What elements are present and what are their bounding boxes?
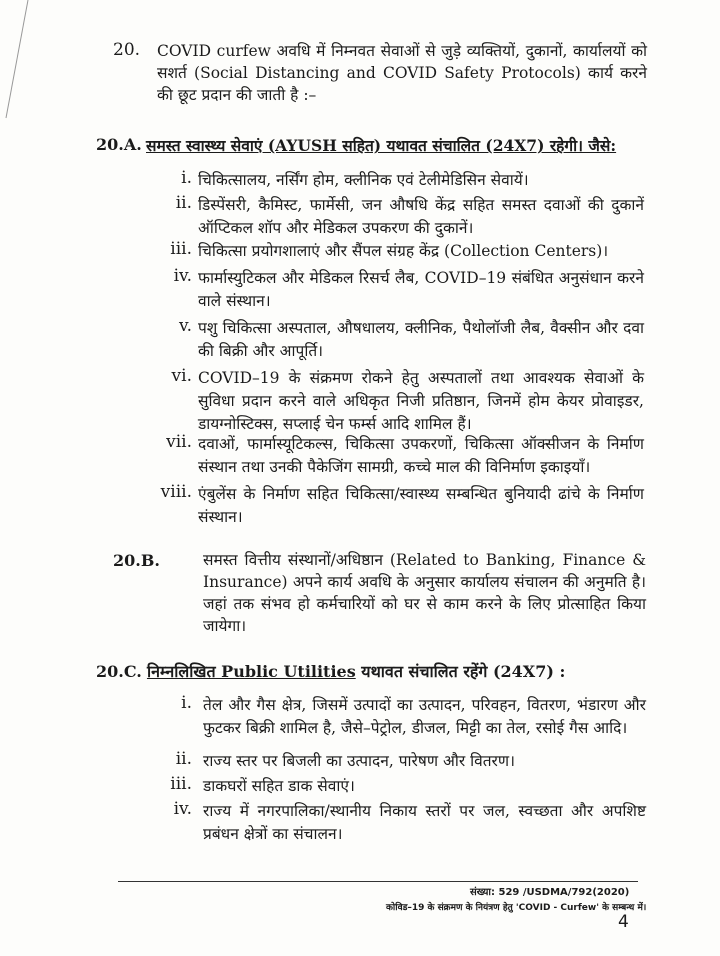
list-item-text: चिकित्सा प्रयोगशालाएं और सैंपल संग्रह केंद्र (Collection Centers)।: [198, 242, 609, 260]
list-item-roman: iv.: [173, 799, 192, 819]
list-item-roman: i.: [181, 693, 192, 713]
list-item-text: फार्मास्युटिकल और मेडिकल रिसर्च लैब, COVID–19 संबंधित अनुसंधान करने वाले संस्थान।: [198, 269, 644, 310]
list-item-roman: iv.: [173, 266, 192, 286]
list-item-roman: vi.: [171, 366, 192, 386]
footer-reference: संख्या: 529 /USDMA/792(2020): [470, 887, 630, 898]
section-20c-heading-row: [96, 660, 656, 682]
list-item-text: डाकघरों सहित डाक सेवाएं।: [203, 777, 355, 795]
section-20a-number: 20.A.: [96, 135, 142, 154]
section-20c-number: 20.C.: [96, 662, 142, 681]
list-item-text: एंबुलेंस के निर्माण सहित चिकित्सा/स्वास्थ्य सम्बन्धित बुनियादी ढांचे के निर्माण संस्थान।: [198, 485, 644, 526]
list-item-roman: v.: [179, 316, 192, 336]
list-item-roman: vii.: [166, 432, 192, 452]
list-item-text: चिकित्सालय, नर्सिंग होम, क्लीनिक एवं टेलीमेडिसिन सेवायें।: [198, 171, 529, 189]
list-item-roman: ii.: [175, 749, 192, 769]
list-item-text: राज्य में नगरपालिका/स्थानीय निकाय स्तरों पर जल, स्वच्छता और अपशिष्ट प्रबंधन क्षेत्रों का संचालन।: [203, 802, 646, 843]
list-item-roman: iii.: [170, 774, 192, 794]
section-20b-text: समस्त वित्तीय संस्थानों/अधिष्ठान (Related to Banking, Finance & Insurance) अपने कार्य अवधि के अनुसार कार्यालय संचालन की अनुमति है। जहां तक संभव हो कर्मचारियों को घर से काम करने के लिए प्रोत्साहित किया जायेगा।: [203, 551, 646, 635]
list-item-text: डिस्पेंसरी, कैमिस्ट, फार्मेसी, जन औषधि केंद्र सहित समस्त दवाओं की दुकानें ऑप्टिकल शॉप और मेडिकल उपकरण की दुकानें।: [198, 196, 644, 237]
scan-edge-line: [0, 0, 30, 120]
list-item-text: दवाओं, फार्मास्यूटिकल्स, चिकित्सा उपकरणों, चिकित्सा ऑक्सीजन के निर्माण संस्थान तथा उनकी पैकेजिंग सामग्री, कच्चे माल की विनिर्माण इकाइयाँ।: [198, 435, 644, 476]
list-item-roman: i.: [181, 168, 192, 188]
list-item-roman: viii.: [160, 482, 192, 502]
list-item-text: पशु चिकित्सा अस्पताल, औषधालय, क्लीनिक, पैथोलॉजी लैब, वैक्सीन और दवा की बिक्री और आपूर्ति।: [198, 319, 644, 360]
section-20c-heading-rest: यथावत संचालित रहेंगे (24X7) :: [355, 662, 566, 681]
footer-subject: कोविड–19 के संक्रमण के नियंत्रण हेतु 'COVID - Curfew' के सम्बन्ध में।: [386, 903, 647, 913]
list-item-roman: ii.: [175, 193, 192, 213]
page-number: 4: [618, 912, 629, 932]
section-20a-heading: समस्त स्वास्थ्य सेवाएं (AYUSH सहित) यथावत संचालित (24X7) रहेगी। जैसे:: [146, 136, 617, 155]
section-20b-number: 20.B.: [113, 551, 160, 570]
list-item-roman: iii.: [170, 239, 192, 259]
list-item-text: COVID–19 के संक्रमण रोकने हेतु अस्पतालों तथा आवश्यक सेवाओं के सुविधा प्रदान करने वाले अधिकृत निजी प्रतिष्ठान, जिनमें होम केयर प्रोवाइडर, डायग्नोस्टिक्स, सप्लाई चेन फर्म्स आदि शामिल हैं।: [198, 369, 644, 433]
list-item-text: तेल और गैस क्षेत्र, जिसमें उत्पादों का उत्पादन, परिवहन, वितरण, भंडारण और फुटकर बिक्री शामिल है, जैसे–पेट्रोल, डीजल, मिट्टी का तेल, रसोई गैस आदि।: [203, 696, 646, 737]
list-item-text: राज्य स्तर पर बिजली का उत्पादन, पारेषण और वितरण।: [203, 752, 515, 770]
section-20c-heading-underlined: निम्नलिखित Public Utilities: [146, 662, 356, 681]
section-20-number: 20.: [113, 40, 141, 60]
footer-rule: [118, 881, 638, 882]
section-20-text: COVID curfew अवधि में निम्नवत सेवाओं से जुड़े व्यक्तियों, दुकानों, कार्यालयों को सशर्त (Social Distancing and COVID Safety Protocols) कार्य करने की छूट प्रदान की जाती है :–: [157, 42, 647, 104]
